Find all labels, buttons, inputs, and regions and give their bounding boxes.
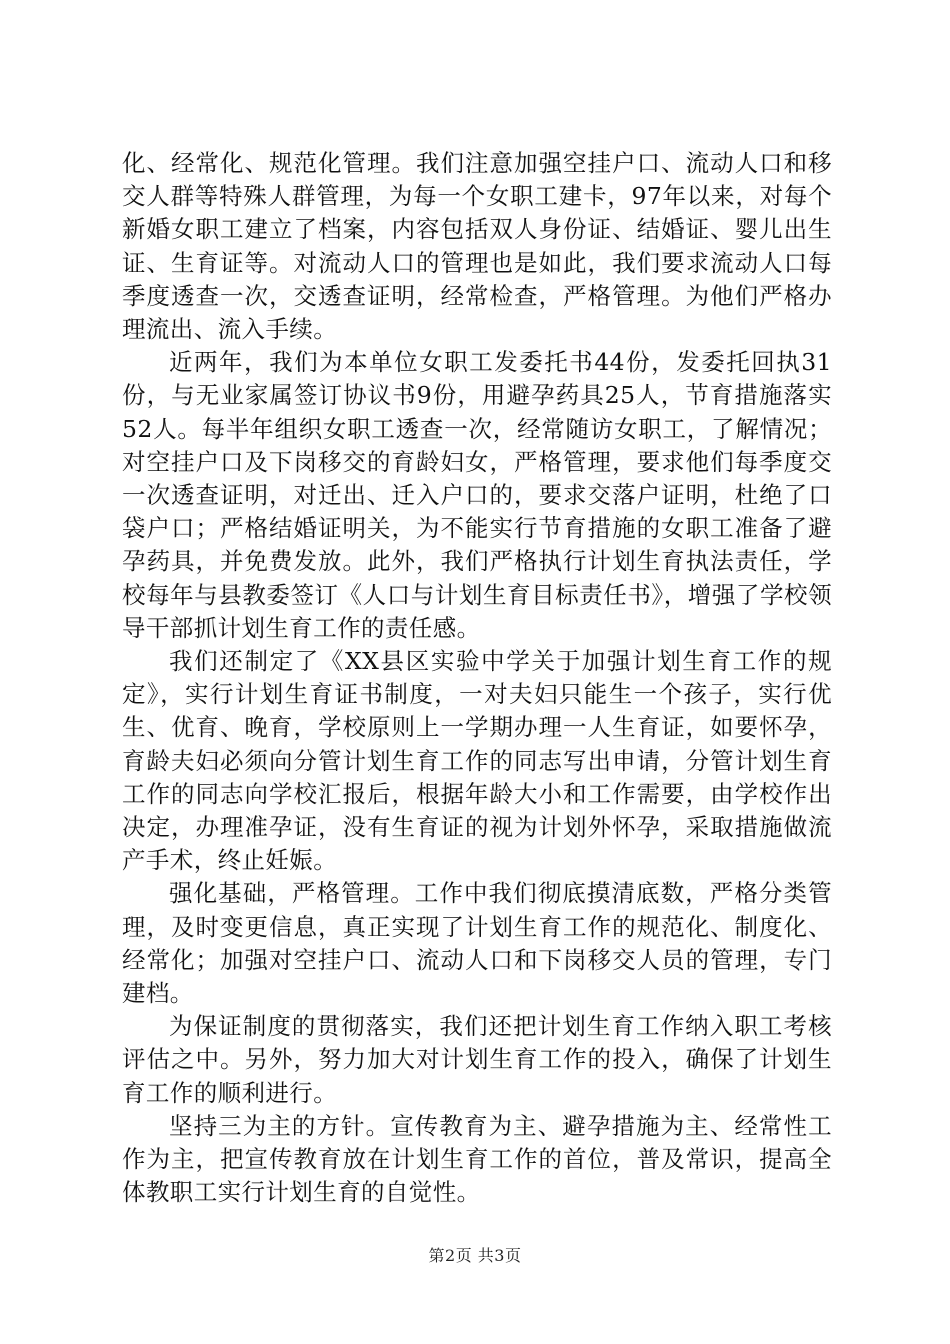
page-footer: 第2页 共3页 (428, 1246, 522, 1265)
paragraph: 近两年，我们为本单位女职工发委托书44份，发委托回执31份，与无业家属签订协议书9份，用避孕药具25人，节育措施落实52人。每半年组织女职工透查一次，经常随访女职工，了解情况；对空挂户口及下岗移交的育龄妇女，严格管理，要求他们每季度交一次透查证明，对迁出、迁入户口的，要求交落户证明，杜绝了口袋户口；严格结婚证明关，为不能实行节育措施的女职工准备了避孕药具，并免费发放。此外，我们严格执行计划生育执法责任，学校每年与县教委签订《人口与计划生育目标责任书》，增强了学校领导干部抓计划生育工作的责任感。 (122, 348, 832, 642)
paragraph: 坚持三为主的方针。宣传教育为主、避孕措施为主、经常性工作为主，把宣传教育放在计划生育工作的首位，普及常识，提高全体教职工实行计划生育的自觉性。 (122, 1111, 832, 1207)
document-body (122, 147, 832, 1210)
paragraph: 强化基础，严格管理。工作中我们彻底摸清底数，严格分类管理，及时变更信息，真正实现了计划生育工作的规范化、制度化、经常化；加强对空挂户口、流动人口和下岗移交人员的管理，专门建档。 (122, 879, 832, 1008)
paragraph: 化、经常化、规范化管理。我们注意加强空挂户口、流动人口和移交人群等特殊人群管理，为每一个女职工建卡，97年以来，对每个新婚女职工建立了档案，内容包括双人身份证、结婚证、婴儿出生证、生育证等。对流动人口的管理也是如此，我们要求流动人口每季度透查一次，交透查证明，经常检查，严格管理。为他们严格办理流出、流入手续。 (122, 149, 832, 344)
paragraph: 我们还制定了《XX县区实验中学关于加强计划生育工作的规定》，实行计划生育证书制度，一对夫妇只能生一个孩子，实行优生、优育、晚育，学校原则上一学期办理一人生育证，如要怀孕，育龄夫妇必须向分管计划生育工作的同志写出申请，分管计划生育工作的同志向学校汇报后，根据年龄大小和工作需要，由学校作出决定，办理准孕证，没有生育证的视为计划外怀孕，采取措施做流产手术，终止妊娠。 (122, 647, 832, 875)
paragraph: 为保证制度的贯彻落实，我们还把计划生育工作纳入职工考核评估之中。另外，努力加大对计划生育工作的投入，确保了计划生育工作的顺利进行。 (122, 1012, 832, 1107)
